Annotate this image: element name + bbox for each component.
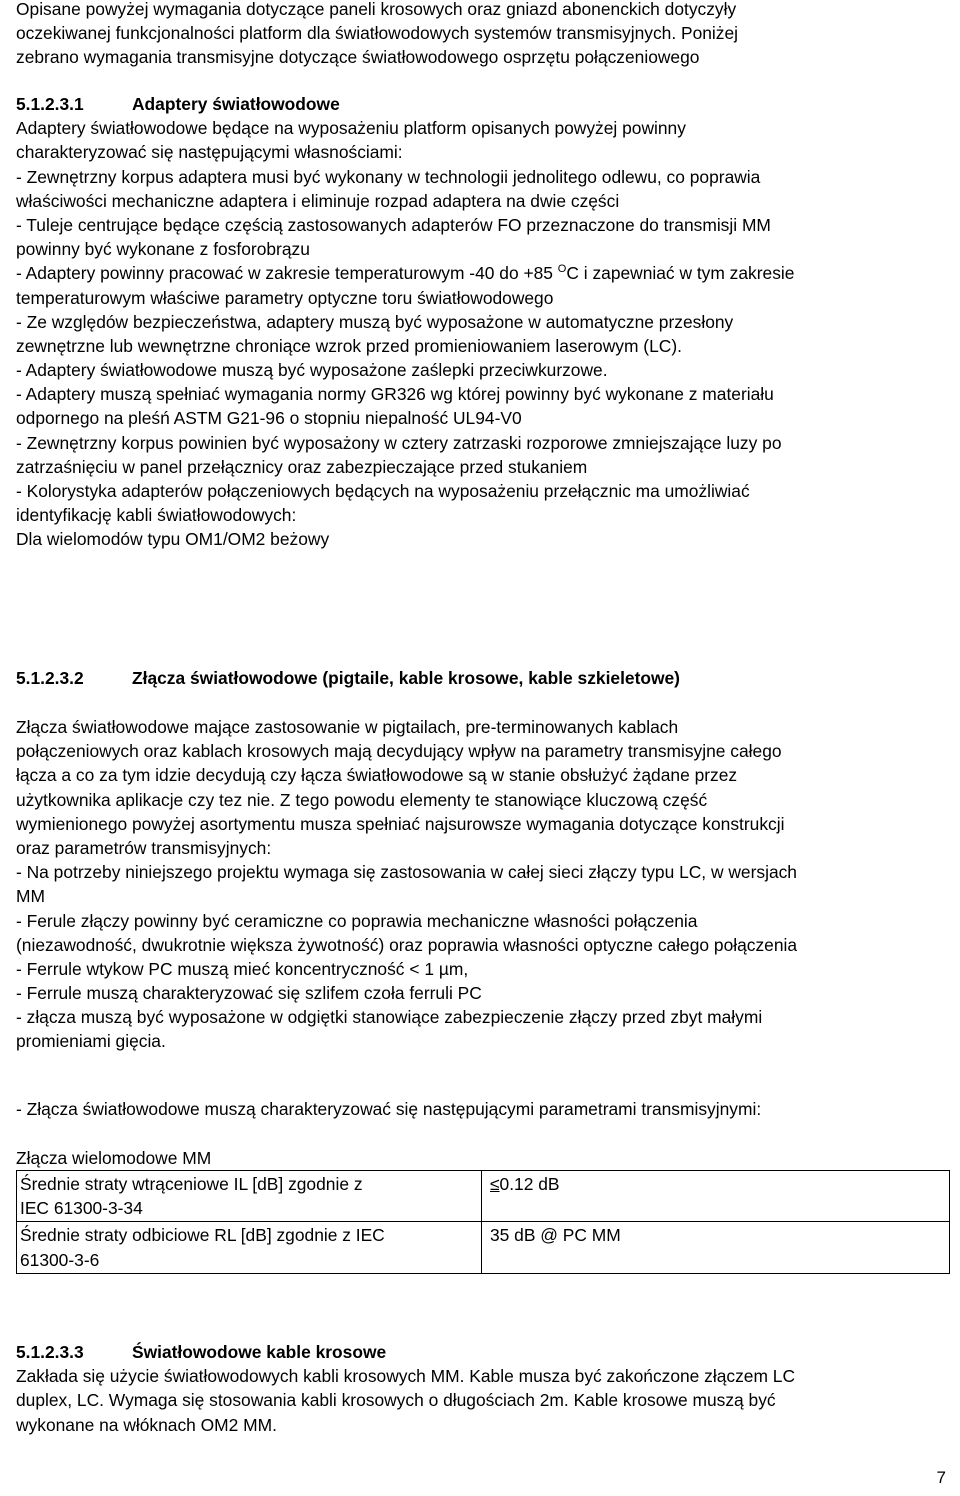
body-line: zewnętrzne lub wewnętrzne chroniące wzrok przed promieniowaniem laserowym (LC). bbox=[16, 335, 682, 356]
body-line: zatrzaśnięciu w panel przełącznicy oraz zabezpieczające przed stukaniem bbox=[16, 456, 588, 477]
intro-paragraph bbox=[16, 0, 946, 70]
table-caption bbox=[16, 1146, 946, 1170]
section-adaptery bbox=[16, 92, 946, 552]
page-number: 7 bbox=[936, 1468, 946, 1487]
section-number: 5.1.2.3.1 bbox=[16, 94, 84, 114]
body-line: - Zewnętrzny korpus powinien być wyposażony w cztery zatrzaski rozporowe zmniejszające luzy po bbox=[16, 432, 782, 453]
body-line: - Adaptery światłowodowe muszą być wyposażone zaślepki przeciwkurzowe. bbox=[16, 360, 608, 381]
body-line: temperaturowym właściwe parametry optyczne toru światłowodowego bbox=[16, 287, 554, 308]
section-number: 5.1.2.3.3 bbox=[16, 1342, 84, 1362]
params-intro-text: - Złącza światłowodowe muszą charakteryzować się następującymi parametrami transmisyjnymi: bbox=[16, 1099, 762, 1119]
temperature-text-after: C i zapewniać w tym zakresie bbox=[566, 263, 795, 284]
body-line: Adaptery światłowodowe będące na wyposażeniu platform opisanych powyżej powinny bbox=[16, 118, 686, 139]
section-zlacza-body bbox=[16, 715, 946, 1054]
body-line: charakteryzować się następującymi własnościami: bbox=[16, 142, 403, 163]
body-line: MM bbox=[16, 886, 45, 907]
body-line: - Ze względów bezpieczeństwa, adaptery muszą być wyposażone w automatyczne przesłony bbox=[16, 311, 734, 332]
less-equal-symbol: ≤ bbox=[490, 1174, 500, 1194]
body-line: - złącza muszą być wyposażone w odgiętki stanowiące zabezpieczenie złączy przed zbyt małymi bbox=[16, 1007, 763, 1028]
body-line: - Zewnętrzny korpus adaptera musi być wykonany w technologii jednolitego odlewu, co poprawia bbox=[16, 166, 761, 187]
body-line: - Adaptery muszą spełniać wymagania normy GR326 wg której powinny być wykonane z materiału bbox=[16, 384, 774, 405]
cell-text: Średnie straty wtrąceniowe IL [dB] zgodnie z bbox=[20, 1174, 363, 1194]
table-cell-value bbox=[482, 1222, 950, 1273]
body-line: użytkownika aplikacje czy tez nie. Z tego powodu elementy te stanowiące kluczową część bbox=[16, 789, 708, 810]
body-line: Zakłada się użycie światłowodowych kabli krosowych MM. Kable musza być zakończone złączem LC bbox=[16, 1366, 796, 1387]
table-cell-label bbox=[17, 1171, 482, 1222]
intro-line: zebrano wymagania transmisyjne dotyczące światłowodowego osprzętu połączeniowego bbox=[16, 47, 700, 68]
section-heading bbox=[16, 1340, 946, 1364]
section-title: Złącza światłowodowe (pigtaile, kable krosowe, kable szkieletowe) bbox=[132, 668, 680, 688]
body-line: - Ferrule wtykow PC muszą mieć koncentryczność < 1 µm, bbox=[16, 958, 469, 979]
section-title: Adaptery światłowodowe bbox=[132, 94, 340, 114]
body-line: promieniami gięcia. bbox=[16, 1031, 166, 1052]
temperature-line bbox=[16, 261, 946, 285]
body-line: łącza a co za tym idzie decydują czy łącza światłowodowe są w stanie obsłużyć żądane przez bbox=[16, 765, 738, 786]
body-line: Dla wielomodów typu OM1/OM2 beżowy bbox=[16, 529, 330, 550]
section-heading bbox=[16, 666, 946, 690]
cell-value-text: 35 dB @ PC MM bbox=[490, 1225, 621, 1246]
cell-text: IEC 61300-3-34 bbox=[20, 1198, 143, 1219]
intro-line: Opisane powyżej wymagania dotyczące paneli krosowych oraz gniazd abonenckich dotyczyły bbox=[16, 0, 737, 19]
table-cell-label bbox=[17, 1222, 482, 1273]
table-cell-value bbox=[482, 1171, 950, 1222]
section-kable bbox=[16, 1340, 946, 1437]
body-line: (niezawodność, dwukrotnie większa żywotność) oraz poprawia własności optyczne całego połączenia bbox=[16, 934, 798, 955]
table-caption-text: Złącza wielomodowe MM bbox=[16, 1148, 212, 1168]
intro-line: oczekiwanej funkcjonalności platform dla światłowodowych systemów transmisyjnych. Poniżej bbox=[16, 23, 739, 44]
temperature-text-before: - Adaptery powinny pracować w zakresie temperaturowym -40 do +85 bbox=[16, 263, 558, 284]
body-line: wymienionego powyżej asortymentu musza spełniać najsurowsze wymagania dotyczące konstrukcji bbox=[16, 813, 785, 834]
body-line: identyfikację kabli światłowodowych: bbox=[16, 505, 297, 526]
cell-text: Średnie straty odbiciowe RL [dB] zgodnie z IEC bbox=[20, 1225, 385, 1246]
body-line: połączeniowych oraz kablach krosowych mają decydujący wpływ na parametry transmisyjne całego bbox=[16, 741, 782, 762]
params-table bbox=[16, 1170, 950, 1274]
params-intro bbox=[16, 1097, 946, 1121]
cell-value-text: 0.12 dB bbox=[499, 1174, 560, 1194]
cell-value bbox=[490, 1172, 946, 1196]
body-line: - Ferrule muszą charakteryzować się szlifem czoła ferruli PC bbox=[16, 983, 482, 1004]
body-line: odpornego na pleśń ASTM G21-96 o stopniu niepalność UL94-V0 bbox=[16, 408, 522, 429]
section-number: 5.1.2.3.2 bbox=[16, 668, 84, 688]
body-line: oraz parametrów transmisyjnych: bbox=[16, 837, 272, 858]
section-heading bbox=[16, 92, 946, 116]
table-row bbox=[17, 1171, 950, 1222]
section-title: Światłowodowe kable krosowe bbox=[132, 1342, 387, 1362]
body-line: - Ferule złączy powinny być ceramiczne co poprawia mechaniczne własności połączenia bbox=[16, 910, 698, 931]
cell-text: 61300-3-6 bbox=[20, 1249, 100, 1270]
body-line: wykonane na włóknach OM2 MM. bbox=[16, 1414, 277, 1435]
body-line: - Kolorystyka adapterów połączeniowych będących na wyposażeniu przełącznic ma umożliwiać bbox=[16, 481, 750, 501]
degree-superscript: O bbox=[557, 263, 567, 276]
body-line: powinny być wykonane z fosforobrązu bbox=[16, 239, 310, 260]
body-line: Złącza światłowodowe mające zastosowanie w pigtailach, pre-terminowanych kablach bbox=[16, 717, 679, 737]
body-line: duplex, LC. Wymaga się stosowania kabli krosowych o długościach 2m. Kable krosowe muszą być bbox=[16, 1390, 776, 1411]
body-line: właściwości mechaniczne adaptera i eliminuje rozpad adaptera na dwie części bbox=[16, 190, 620, 211]
table-row bbox=[17, 1222, 950, 1273]
body-line: - Na potrzeby niniejszego projektu wymaga się zastosowania w całej sieci złączy typu LC, w wersjach bbox=[16, 862, 797, 883]
section-zlacza bbox=[16, 666, 946, 690]
body-line: - Tuleje centrujące będące częścią zastosowanych adapterów FO przeznaczone do transmisji MM bbox=[16, 214, 771, 235]
